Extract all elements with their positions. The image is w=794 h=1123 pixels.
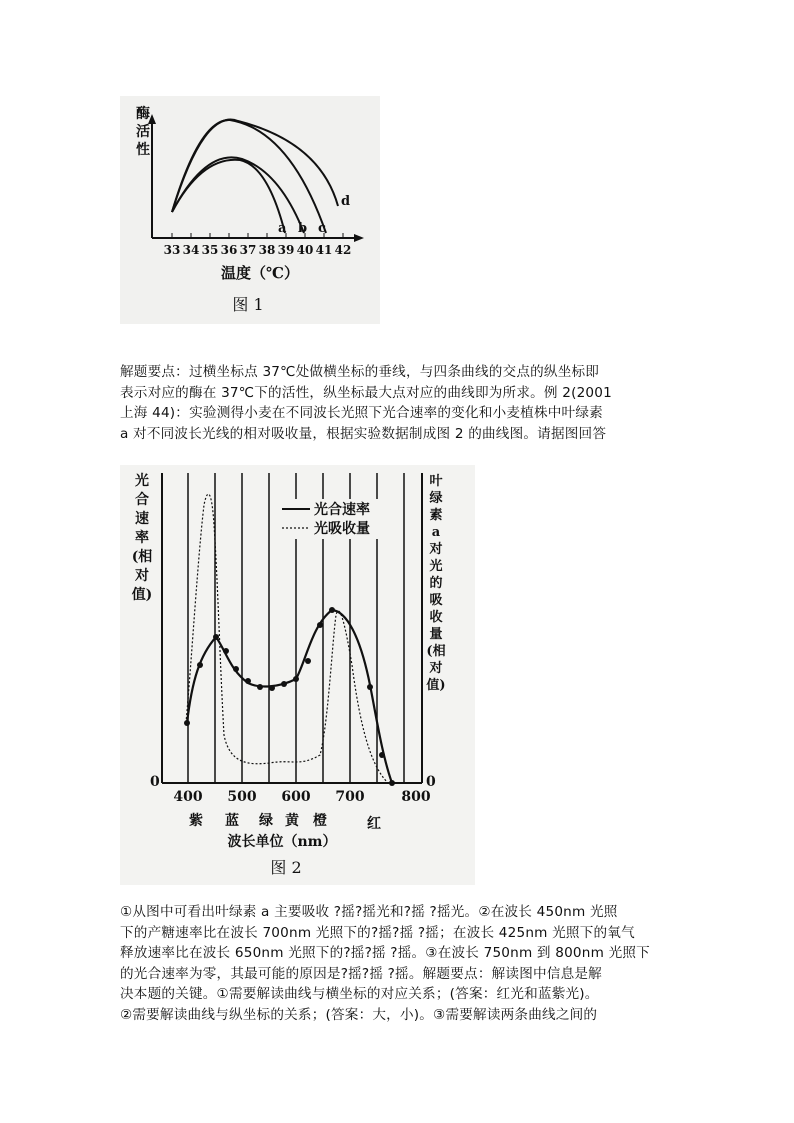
paragraph-2-line-4: 的光合速率为零，其最可能的原因是?摇?摇 ?摇。解题要点：解读图中信息是解 [120, 965, 602, 982]
paragraph-2-line-3: 释放速率比在波长 650nm 光照下的?摇?摇 ?摇。③在波长 750nm 到 800nm 光照下 [120, 945, 650, 961]
fig2-left-label-5: (相 [131, 549, 153, 565]
fig1-label-c: c [318, 221, 326, 236]
fig2-xtick-400: 400 [173, 789, 203, 805]
fig1-tick-41: 41 [315, 243, 333, 257]
paragraph-1 [120, 362, 675, 444]
figure-1 [120, 96, 380, 324]
fig1-tick-38: 38 [258, 243, 276, 257]
fig2-left-label-2: 合 [135, 492, 149, 508]
fig2-right-label-3: 素 [429, 508, 443, 523]
fig2-left-label-6: 对 [135, 568, 149, 584]
fig1-label-b: b [298, 221, 308, 236]
fig2-left-label-3: 速 [135, 511, 149, 527]
fig2-right-label-8: 吸 [429, 593, 443, 608]
figure-1-svg [120, 96, 380, 324]
figure-1-background [120, 96, 380, 324]
fig1-ylabel-3: 性 [136, 142, 150, 158]
fig1-ylabel-2: 活 [136, 124, 150, 140]
fig2-right-label-1: 叶 [429, 474, 443, 489]
fig2-right-label-2: 绿 [429, 491, 443, 506]
fig2-legend-2: 光吸收量 [314, 521, 370, 537]
fig1-tick-33: 33 [163, 243, 181, 257]
fig2-right-label-6: 光 [429, 559, 443, 574]
fig2-zero-right: 0 [426, 774, 436, 790]
fig2-right-label-5: 对 [429, 542, 443, 557]
fig1-tick-37: 37 [239, 243, 257, 257]
fig2-right-label-4: a [431, 525, 441, 540]
paragraph-2-line-5: 决本题的关键。①需要解读曲线与横坐标的对应关系；(答案：红光和蓝紫光)。 [120, 986, 599, 1002]
figure-2 [120, 465, 475, 885]
fig1-tick-42: 42 [334, 243, 352, 257]
fig2-left-label-7: 值) [131, 587, 153, 603]
paragraph-1-line-3: 上海 44)：实验测得小麦在不同波长光照下光合速率的变化和小麦植株中叶绿素 [120, 405, 603, 421]
fig2-color-blue: 蓝 [225, 813, 239, 829]
fig2-legend-1: 光合速率 [314, 502, 370, 518]
fig1-tick-36: 36 [220, 243, 238, 257]
fig1-ylabel-1: 酶 [136, 106, 150, 122]
fig1-tick-39: 39 [277, 243, 295, 257]
fig1-tick-34: 34 [182, 243, 200, 257]
fig2-xtick-800: 800 [401, 789, 431, 805]
fig2-xlabel: 波长单位（nm） [227, 834, 337, 850]
fig2-right-label-9: 收 [429, 610, 443, 625]
fig2-right-label-10: 量 [429, 627, 443, 642]
fig2-color-red: 红 [367, 816, 381, 832]
fig2-right-label-7: 的 [429, 576, 443, 591]
fig2-xtick-600: 600 [281, 789, 311, 805]
fig1-label-d: d [341, 194, 351, 209]
paragraph-2 [120, 902, 675, 1025]
fig1-caption: 图 1 [232, 295, 264, 314]
paragraph-2-line-6: ②需要解读曲线与纵坐标的关系；(答案：大，小)。③需要解读两条曲线之间的 [120, 1006, 598, 1023]
fig2-color-violet: 紫 [189, 813, 203, 829]
figure-2-svg [120, 465, 475, 885]
fig2-left-label-4: 率 [135, 530, 149, 546]
paragraph-1-line-2: 表示对应的酶在 37℃下的活性，纵坐标最大点对应的曲线即为所求。例 2(2001 [120, 384, 612, 401]
fig2-zero-left: 0 [150, 774, 160, 790]
fig1-xlabel: 温度（℃） [221, 264, 299, 282]
fig1-tick-40: 40 [296, 243, 314, 257]
fig2-right-label-12: 对 [429, 661, 443, 676]
fig2-right-label-13: 值) [426, 678, 446, 693]
fig2-color-yellow: 黄 [285, 813, 299, 829]
fig1-tick-35: 35 [201, 243, 219, 257]
fig1-label-a: a [278, 221, 287, 236]
paragraph-2-line-1: ①从图中可看出叶绿素 a 主要吸收 ?摇?摇光和?摇 ?摇光。②在波长 450nm 光照 [120, 904, 618, 920]
paragraph-1-line-4: a 对不同波长光线的相对吸收量，根据实验数据制成图 2 的曲线图。请据图回答 [120, 425, 607, 442]
fig2-color-green: 绿 [259, 813, 273, 829]
paragraph-2-line-2: 下的产糖速率比在波长 700nm 光照下的?摇?摇 ?摇；在波长 425nm 光照下的氧气 [120, 924, 635, 941]
fig2-color-orange: 橙 [313, 813, 327, 829]
fig2-left-label-1: 光 [135, 473, 149, 489]
paragraph-1-line-1: 解题要点：过横坐标点 37℃处做横坐标的垂线，与四条曲线的交点的纵坐标即 [120, 364, 600, 380]
fig2-caption: 图 2 [270, 858, 302, 877]
fig2-right-label-11: (相 [426, 644, 446, 659]
fig2-xtick-500: 500 [227, 789, 257, 805]
fig2-xtick-700: 700 [335, 789, 365, 805]
